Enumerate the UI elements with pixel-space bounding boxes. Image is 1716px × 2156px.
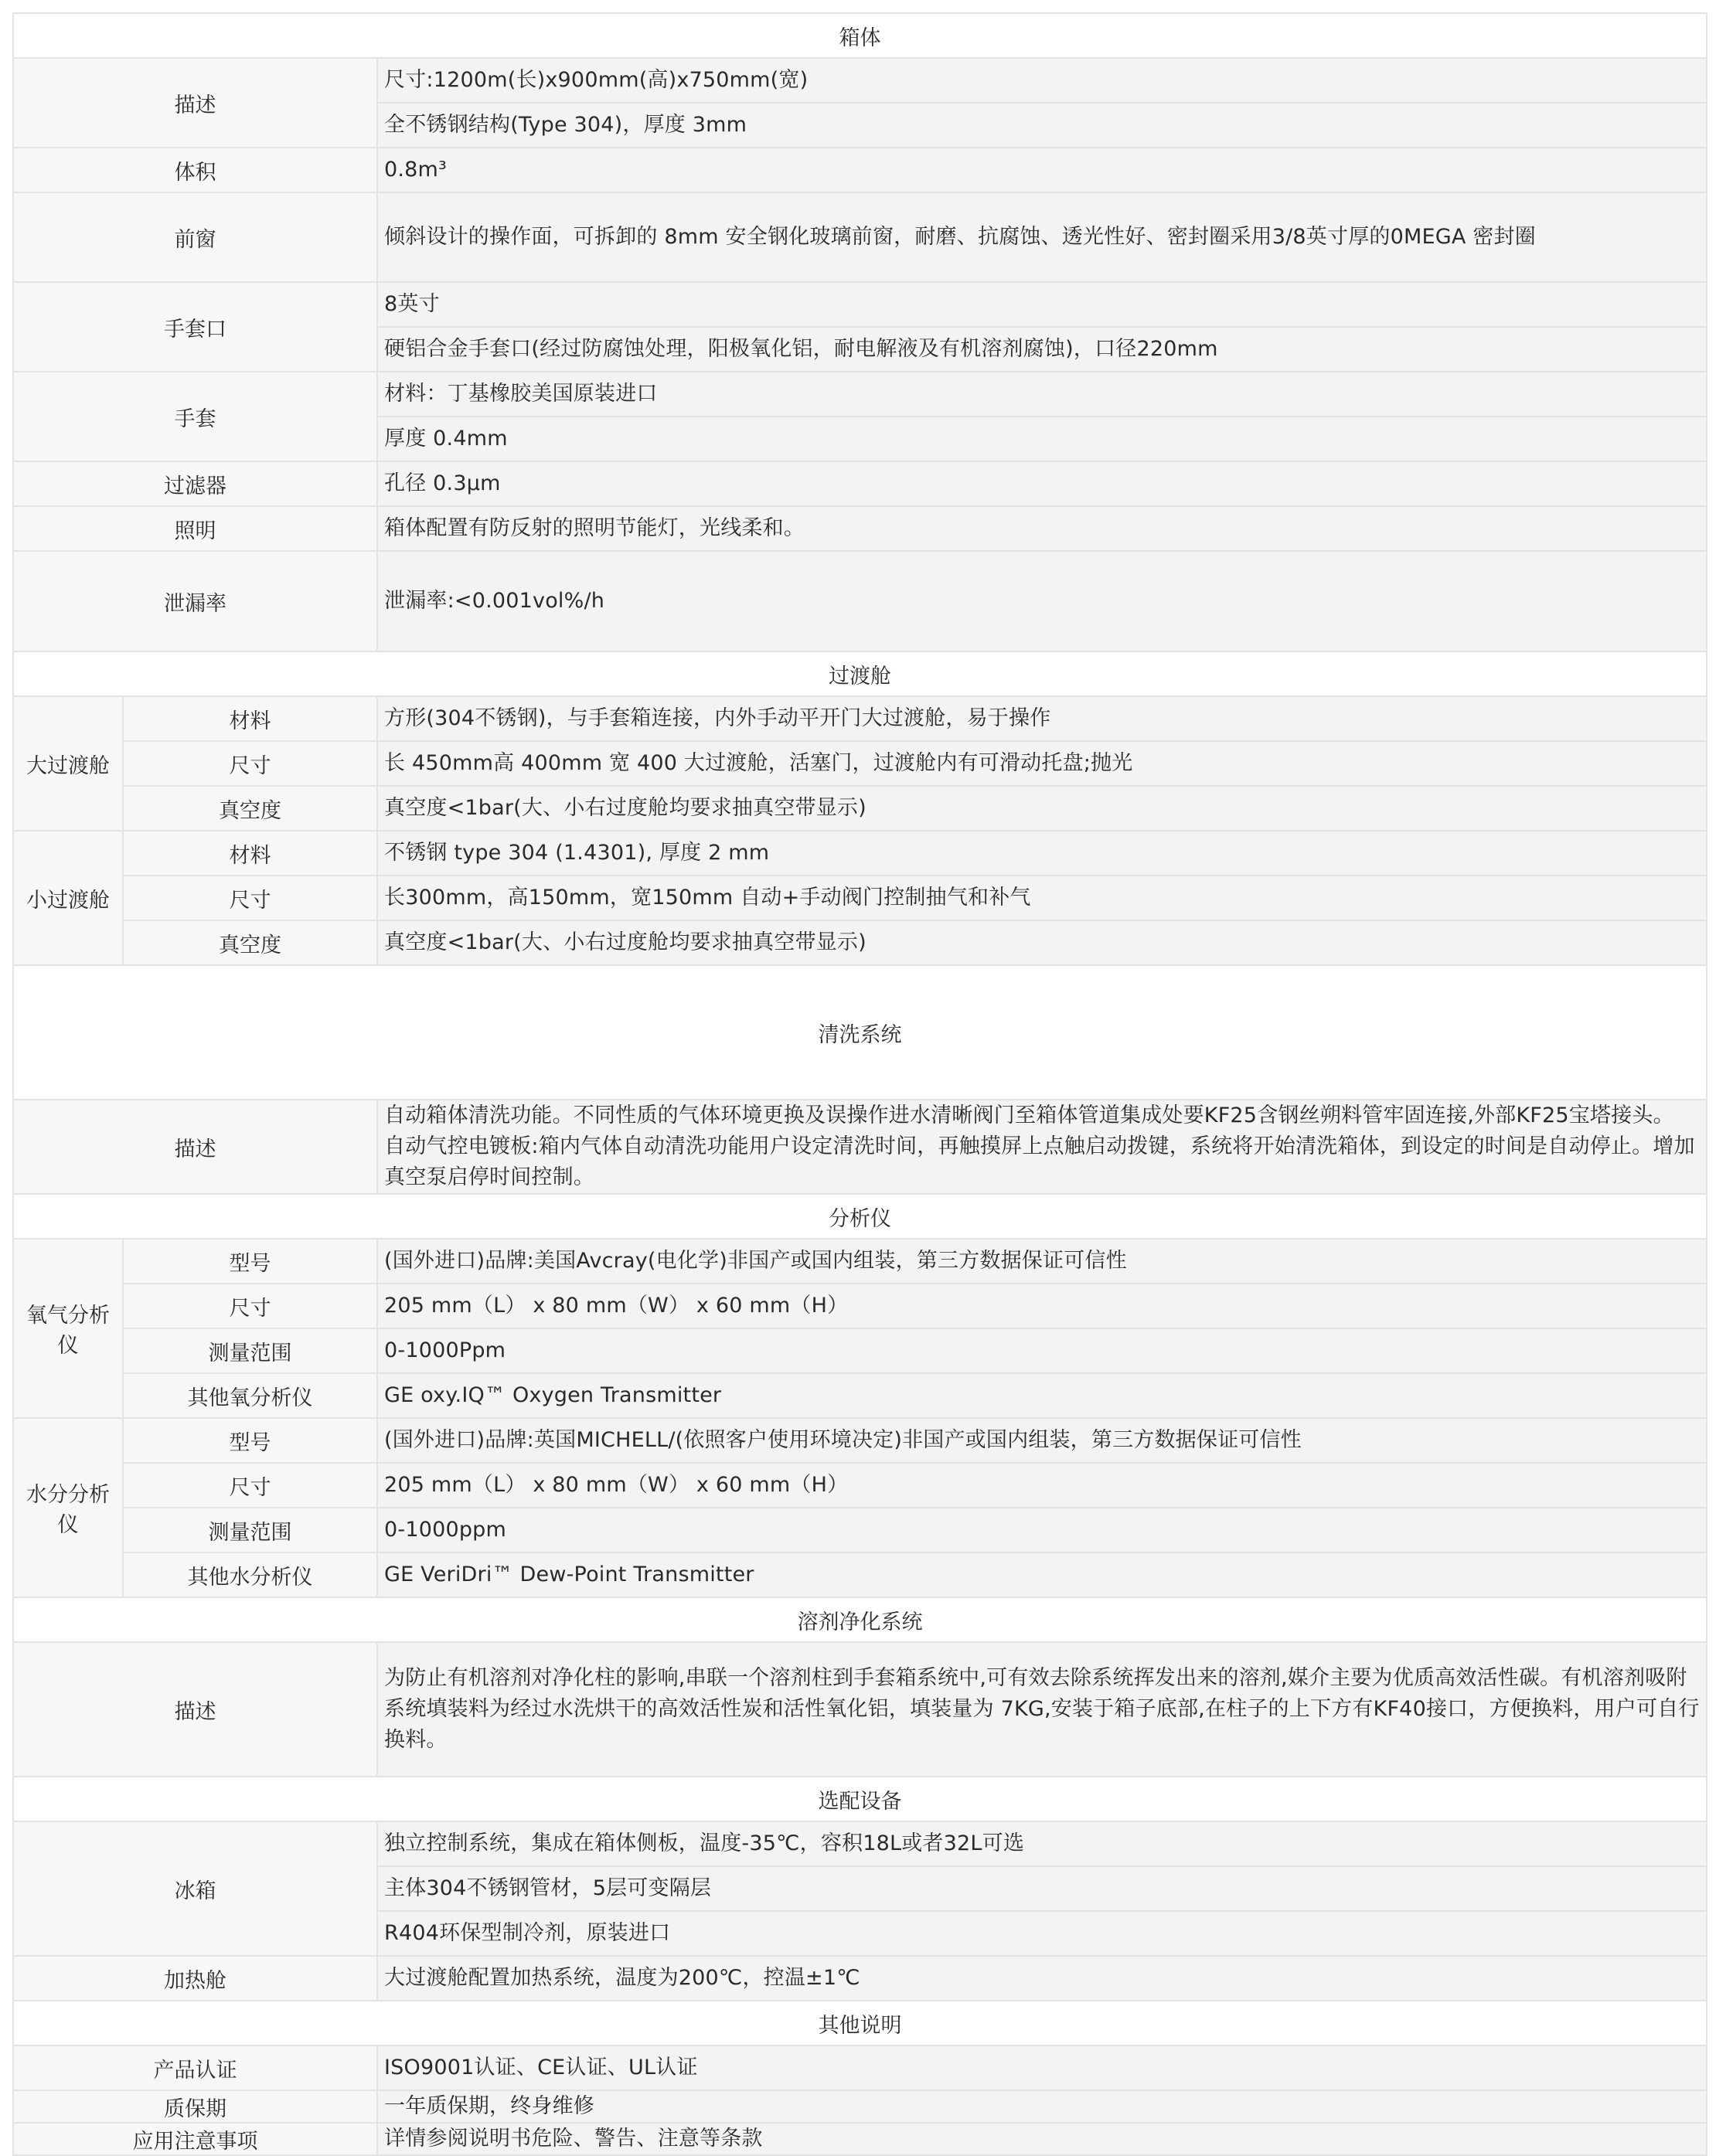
spec-label: 前窗 (13, 192, 377, 282)
section-title: 清洗系统 (13, 965, 1707, 1100)
spec-value: (国外进口)品牌:英国MICHELL/(依照客户使用环境决定)非国产或国内组装，第三方数据保证可信性 (377, 1418, 1707, 1463)
spec-row (13, 282, 1707, 327)
spec-value-text: 主体304不锈钢管材，5层可变隔层 (384, 1876, 712, 1900)
section-title: 其他说明 (13, 2001, 1707, 2045)
section-row (13, 651, 1707, 696)
group-label: 大过渡舱 (13, 696, 123, 831)
spec-subrow (13, 1463, 1707, 1508)
spec-value-text: 全不锈钢结构(Type 304)，厚度 3mm (384, 113, 747, 137)
spec-value (377, 417, 1707, 461)
spec-label: 描述 (13, 1100, 377, 1194)
spec-subrow (13, 876, 1707, 920)
spec-row (13, 461, 1707, 506)
sub-label: 型号 (123, 1418, 377, 1463)
spec-value-text: 大过渡舱配置加热系统，温度为200℃，控温±1℃ (384, 1966, 860, 1990)
sub-label: 其他氧分析仪 (123, 1373, 377, 1418)
spec-value (377, 148, 1707, 192)
spec-value (377, 103, 1707, 148)
spec-value-text: 硬铝合金手套口(经过防腐蚀处理，阳极氧化铝，耐电解液及有机溶剂腐蚀)，口径220mm (384, 337, 1218, 361)
spec-label: 描述 (13, 58, 377, 148)
spec-value (377, 58, 1707, 103)
spec-row (13, 2090, 1707, 2123)
spec-value: 真空度<1bar(大、小右过度舱均要求抽真空带显示) (377, 786, 1707, 831)
spec-value-text: 详情参阅说明书危险、警告、注意等条款 (384, 2127, 763, 2151)
spec-label: 描述 (13, 1642, 377, 1777)
spec-value: 0-1000ppm (377, 1508, 1707, 1552)
spec-value: 不锈钢 type 304 (1.4301), 厚度 2 mm (377, 831, 1707, 876)
section-row (13, 965, 1707, 1100)
spec-label: 冰箱 (13, 1821, 377, 1956)
spec-value (377, 2090, 1707, 2123)
sub-label: 尺寸 (123, 1284, 377, 1328)
spec-value: GE oxy.IQ™ Oxygen Transmitter (377, 1373, 1707, 1418)
spec-value (377, 372, 1707, 417)
spec-label: 泄漏率 (13, 551, 377, 651)
spec-value (377, 2045, 1707, 2090)
section-title: 箱体 (13, 13, 1707, 58)
spec-row (13, 1956, 1707, 2001)
section-title: 过渡舱 (13, 651, 1707, 696)
spec-table (12, 12, 1707, 2156)
spec-value-text: ISO9001认证、CE认证、UL认证 (384, 2056, 698, 2079)
group-label: 水分分析仪 (13, 1418, 123, 1597)
group-label: 小过渡舱 (13, 831, 123, 965)
sub-label: 材料 (123, 831, 377, 876)
spec-label: 质保期 (13, 2090, 377, 2123)
spec-subrow (13, 1508, 1707, 1552)
spec-value (377, 1642, 1707, 1777)
spec-label: 照明 (13, 506, 377, 551)
spec-value: 方形(304不锈钢)，与手套箱连接，内外手动平开门大过渡舱，易于操作 (377, 696, 1707, 741)
sub-label: 其他水分析仪 (123, 1552, 377, 1597)
spec-label: 加热舱 (13, 1956, 377, 2001)
spec-value-text: 0.8m³ (384, 158, 448, 182)
section-row (13, 2001, 1707, 2045)
sub-label: 真空度 (123, 920, 377, 965)
spec-value-text: R404环保型制冷剂，原装进口 (384, 1921, 671, 1945)
section-title: 选配设备 (13, 1777, 1707, 1821)
spec-row (13, 2123, 1707, 2155)
spec-value: 0-1000Ppm (377, 1328, 1707, 1373)
spec-table-body (13, 13, 1707, 2155)
spec-row (13, 58, 1707, 103)
spec-subrow (13, 831, 1707, 876)
spec-value (377, 2123, 1707, 2155)
spec-value: 205 mm（L） x 80 mm（W） x 60 mm（H） (377, 1284, 1707, 1328)
spec-subrow (13, 920, 1707, 965)
spec-row (13, 506, 1707, 551)
spec-subrow (13, 1284, 1707, 1328)
spec-subrow (13, 696, 1707, 741)
spec-row (13, 2045, 1707, 2090)
spec-label: 过滤器 (13, 461, 377, 506)
spec-value: 205 mm（L） x 80 mm（W） x 60 mm（H） (377, 1463, 1707, 1508)
section-row (13, 13, 1707, 58)
spec-subrow (13, 1239, 1707, 1284)
spec-value-text: 一年质保期，终身维修 (384, 2094, 594, 2118)
spec-value (377, 282, 1707, 327)
spec-value (377, 551, 1707, 651)
spec-label: 体积 (13, 148, 377, 192)
spec-value (377, 1821, 1707, 1866)
spec-label: 手套 (13, 372, 377, 461)
spec-row (13, 1100, 1707, 1194)
spec-value (377, 327, 1707, 372)
spec-value: 长300mm，高150mm，宽150mm 自动+手动阀门控制抽气和补气 (377, 876, 1707, 920)
spec-value: (国外进口)品牌:美国Avcray(电化学)非国产或国内组装，第三方数据保证可信性 (377, 1239, 1707, 1284)
spec-subrow (13, 1418, 1707, 1463)
spec-value-text: 尺寸:1200m(长)x900mm(高)x750mm(宽) (384, 68, 809, 92)
spec-row (13, 1821, 1707, 1866)
spec-subrow (13, 1373, 1707, 1418)
spec-value-text: 倾斜设计的操作面，可拆卸的 8mm 安全钢化玻璃前窗，耐磨、抗腐蚀、透光性好、密封圈采用3/8英寸厚的0MEGA 密封圈 (384, 225, 1536, 249)
spec-row (13, 1642, 1707, 1777)
spec-value (377, 1956, 1707, 2001)
spec-value (377, 192, 1707, 282)
spec-row (13, 372, 1707, 417)
spec-value-text: 为防止有机溶剂对净化柱的影响,串联一个溶剂柱到手套箱系统中,可有效去除系统挥发出来的溶剂,媒介主要为优质高效活性碳。有机溶剂吸附系统填装料为经过水洗烘干的高效活性炭和活性氧化铝，填装量为 7KG,安装于箱子底部,在柱子的上下方有KF40接口，方便换料，用户可自行换料。 (384, 1666, 1700, 1752)
section-row (13, 1194, 1707, 1239)
spec-value-text: 8英寸 (384, 292, 440, 316)
spec-value-text: 材料：丁基橡胶美国原装进口 (384, 382, 658, 406)
spec-value-text: 箱体配置有防反射的照明节能灯，光线柔和。 (384, 516, 805, 540)
sub-label: 型号 (123, 1239, 377, 1284)
spec-value-text: 泄漏率:<0.001vol%/h (384, 589, 605, 613)
sub-label: 测量范围 (123, 1508, 377, 1552)
spec-value (377, 1911, 1707, 1956)
sub-label: 尺寸 (123, 741, 377, 786)
spec-value-text: 自动气控电镀板:箱内气体自动清洗功能用户设定清洗时间，再触摸屏上点触启动拨键，系统将开始清洗箱体，到设定的时间是自动停止。增加真空泵启停时间控制。 (384, 1134, 1695, 1189)
sub-label: 尺寸 (123, 1463, 377, 1508)
section-row (13, 1777, 1707, 1821)
spec-value: GE VeriDri™ Dew-Point Transmitter (377, 1552, 1707, 1597)
spec-value (377, 461, 1707, 506)
spec-label: 手套口 (13, 282, 377, 372)
spec-row (13, 148, 1707, 192)
spec-subrow (13, 741, 1707, 786)
spec-value-text: 自动箱体清洗功能。不同性质的气体环境更换及误操作进水清晰阀门至箱体管道集成处要KF25含钢丝朔料管牢固连接,外部KF25宝塔接头。 (384, 1104, 1674, 1127)
section-title: 分析仪 (13, 1194, 1707, 1239)
spec-value-text: 独立控制系统，集成在箱体侧板，温度-35℃，容积18L或者32L可选 (384, 1831, 1025, 1855)
spec-row (13, 551, 1707, 651)
sub-label: 材料 (123, 696, 377, 741)
sub-label: 测量范围 (123, 1328, 377, 1373)
spec-value-text: 孔径 0.3μm (384, 471, 501, 495)
spec-value (377, 1100, 1707, 1194)
spec-subrow (13, 1328, 1707, 1373)
spec-label: 应用注意事项 (13, 2123, 377, 2155)
spec-value: 长 450mm高 400mm 宽 400 大过渡舱，活塞门，过渡舱内有可滑动托盘;抛光 (377, 741, 1707, 786)
spec-subrow (13, 786, 1707, 831)
spec-value-text: 厚度 0.4mm (384, 427, 508, 451)
sub-label: 真空度 (123, 786, 377, 831)
sub-label: 尺寸 (123, 876, 377, 920)
spec-row (13, 192, 1707, 282)
spec-value (377, 506, 1707, 551)
spec-subrow (13, 1552, 1707, 1597)
spec-label: 产品认证 (13, 2045, 377, 2090)
section-row (13, 1597, 1707, 1642)
group-label: 氧气分析仪 (13, 1239, 123, 1418)
section-title: 溶剂净化系统 (13, 1597, 1707, 1642)
spec-value: 真空度<1bar(大、小右过度舱均要求抽真空带显示) (377, 920, 1707, 965)
spec-value (377, 1866, 1707, 1911)
